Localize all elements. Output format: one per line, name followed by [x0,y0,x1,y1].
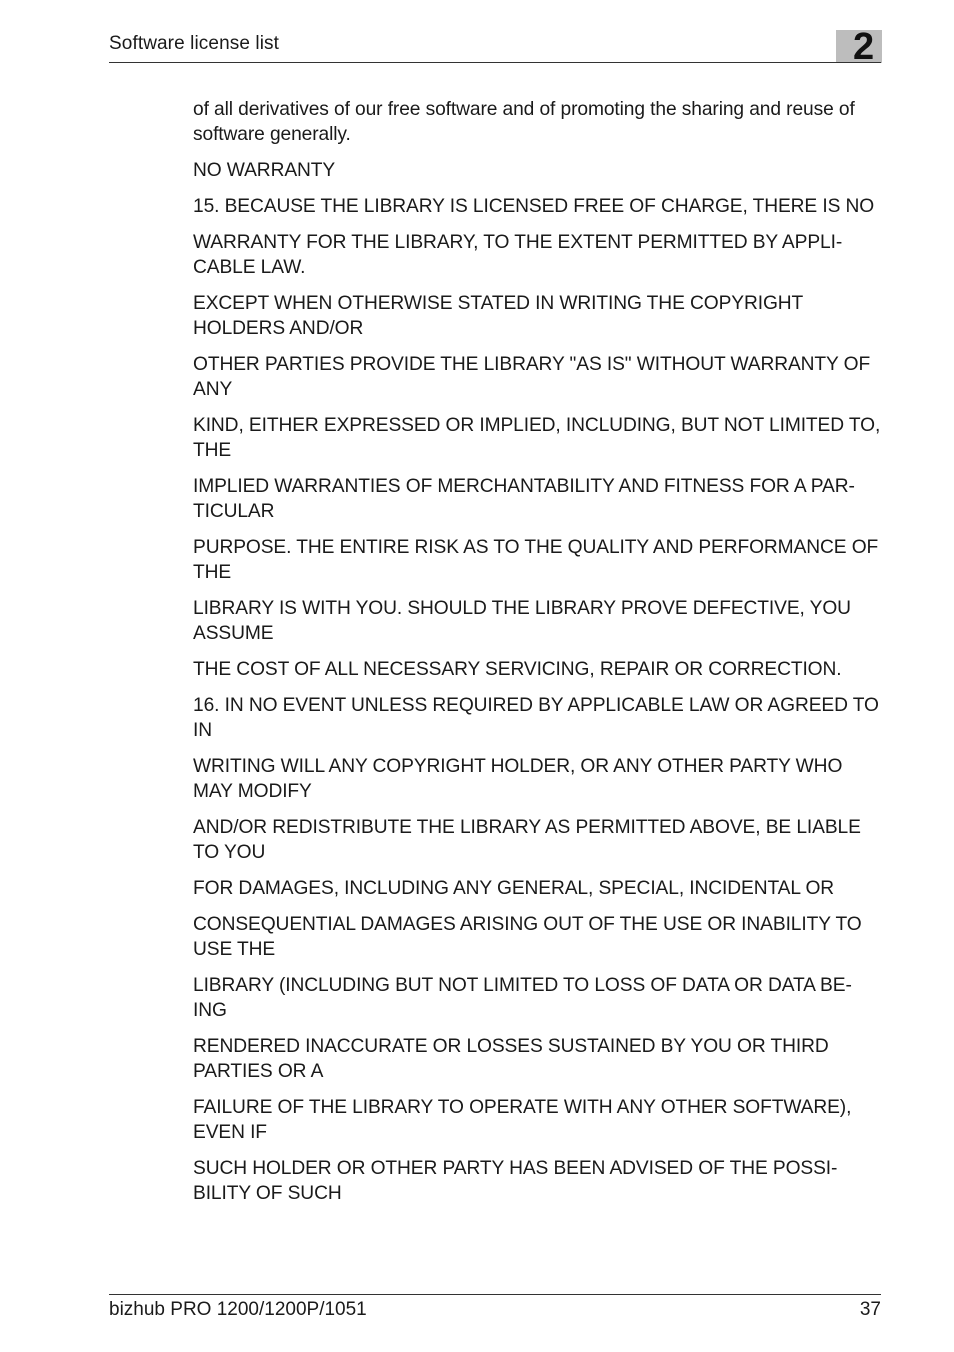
license-text-body [193,97,885,1217]
paragraph: THE COST OF ALL NECESSARY SERVICING, REPAIR OR CORRECTION. [193,659,842,680]
footer-page-number: 37 [859,1299,881,1320]
paragraph: OTHER PARTIES PROVIDE THE LIBRARY "AS IS" WITHOUT WARRANTY OF ANY [193,354,871,400]
paragraph: FAILURE OF THE LIBRARY TO OPERATE WITH ANY OTHER SOFTWARE), EVEN IF [193,1097,852,1143]
footer-rule [109,1294,881,1295]
header-rule [109,62,881,63]
paragraph: IMPLIED WARRANTIES OF MERCHANTABILITY AND FITNESS FOR A PAR-TICULAR [193,476,855,522]
paragraph: of all derivatives of our free software and of promoting the sharing and reuse of software generally. [193,99,855,145]
paragraph: LIBRARY IS WITH YOU. SHOULD THE LIBRARY PROVE DEFECTIVE, YOU ASSUME [193,598,851,644]
paragraph: NO WARRANTY [193,160,336,181]
paragraph: WARRANTY FOR THE LIBRARY, TO THE EXTENT PERMITTED BY APPLI-CABLE LAW. [193,232,843,278]
paragraph: 15. BECAUSE THE LIBRARY IS LICENSED FREE OF CHARGE, THERE IS NO [193,196,875,217]
footer-product-name: bizhub PRO 1200/1200P/1051 [109,1299,367,1320]
paragraph: EXCEPT WHEN OTHERWISE STATED IN WRITING THE COPYRIGHT HOLDERS AND/OR [193,293,803,339]
paragraph: 16. IN NO EVENT UNLESS REQUIRED BY APPLICABLE LAW OR AGREED TO IN [193,695,879,741]
paragraph: FOR DAMAGES, INCLUDING ANY GENERAL, SPECIAL, INCIDENTAL OR [193,878,835,899]
paragraph: SUCH HOLDER OR OTHER PARTY HAS BEEN ADVISED OF THE POSSI-BILITY OF SUCH [193,1158,838,1204]
chapter-number: 2 [853,26,875,68]
header-title: Software license list [109,33,280,54]
paragraph: RENDERED INACCURATE OR LOSSES SUSTAINED BY YOU OR THIRD PARTIES OR A [193,1036,829,1082]
paragraph: PURPOSE. THE ENTIRE RISK AS TO THE QUALITY AND PERFORMANCE OF THE [193,537,879,583]
paragraph: CONSEQUENTIAL DAMAGES ARISING OUT OF THE USE OR INABILITY TO USE THE [193,914,862,960]
paragraph: AND/OR REDISTRIBUTE THE LIBRARY AS PERMITTED ABOVE, BE LIABLE TO YOU [193,817,861,863]
paragraph: LIBRARY (INCLUDING BUT NOT LIMITED TO LOSS OF DATA OR DATA BE-ING [193,975,852,1021]
paragraph: WRITING WILL ANY COPYRIGHT HOLDER, OR ANY OTHER PARTY WHO MAY MODIFY [193,756,843,802]
paragraph: KIND, EITHER EXPRESSED OR IMPLIED, INCLUDING, BUT NOT LIMITED TO, THE [193,415,881,461]
